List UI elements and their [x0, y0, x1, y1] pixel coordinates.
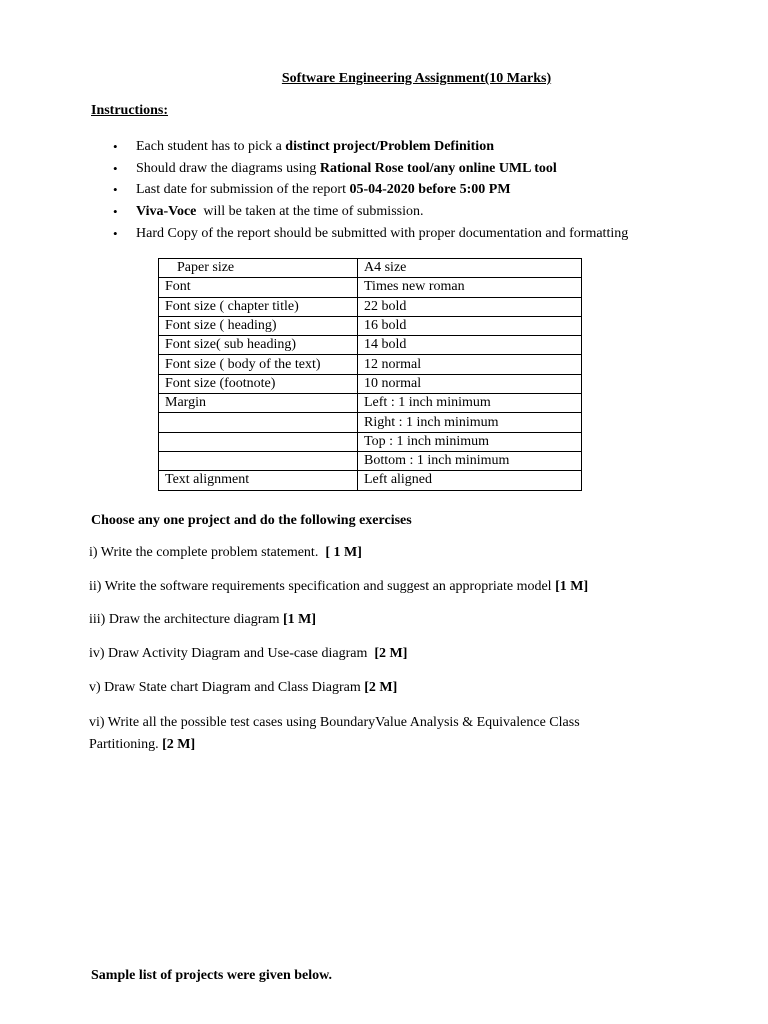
- table-cell-value: 14 bold: [358, 336, 582, 355]
- bullet-text: Last date for submission of the report: [136, 182, 350, 197]
- table-row: [159, 259, 582, 278]
- exercise-heading: Choose any one project and do the following exercises: [91, 513, 412, 528]
- table-cell-value: 12 normal: [358, 355, 582, 374]
- exercise-text: ii) Write the software requirements specification and suggest an appropriate model: [89, 579, 556, 594]
- table-row: [159, 355, 582, 374]
- exercise-marks: [2 M]: [162, 737, 196, 752]
- table-row: [159, 297, 582, 316]
- exercise-marks: [ 1 M]: [325, 545, 362, 560]
- table-cell-property: Font size (footnote): [159, 374, 358, 393]
- table-row: [159, 413, 582, 432]
- table-cell-property: Font size( sub heading): [159, 336, 358, 355]
- table-cell-property: [159, 451, 358, 470]
- exercise-item: [89, 712, 649, 756]
- table-row: [159, 374, 582, 393]
- exercise-text: iv) Draw Activity Diagram and Use-case diagram: [89, 646, 375, 661]
- table-row: [159, 394, 582, 413]
- bullet-icon: •: [113, 204, 118, 219]
- bullet-item: [0, 204, 768, 224]
- table-cell-property: Font size ( chapter title): [159, 297, 358, 316]
- table-row: [159, 451, 582, 470]
- table-row: [159, 278, 582, 297]
- table-cell-value: Left : 1 inch minimum: [358, 394, 582, 413]
- document-title: Software Engineering Assignment(10 Marks): [281, 71, 552, 86]
- exercise-text: vi) Write all the possible test cases using BoundaryValue Analysis & Equivalence Class Partitioning.: [89, 715, 580, 752]
- exercise-marks: [2 M]: [364, 680, 398, 695]
- table-row: [159, 316, 582, 335]
- exercise-text: i) Write the complete problem statement.: [89, 545, 326, 560]
- exercise-item: [89, 680, 397, 696]
- bullet-icon: •: [113, 161, 118, 176]
- bullet-text: Hard Copy of the report should be submitted with proper documentation and formatting: [136, 226, 629, 241]
- bullet-icon: •: [113, 226, 118, 241]
- bullet-item: [0, 182, 768, 202]
- table-cell-value: Left aligned: [358, 471, 582, 490]
- exercise-item: [89, 579, 588, 595]
- table-cell-property: Margin: [159, 394, 358, 413]
- table-cell-value: 10 normal: [358, 374, 582, 393]
- table-cell-property: [159, 432, 358, 451]
- table-cell-value: Times new roman: [358, 278, 582, 297]
- exercise-marks: [1 M]: [282, 612, 317, 627]
- bullet-item: [0, 226, 768, 246]
- table-cell-property: Font size ( heading): [159, 316, 358, 335]
- bullet-bold-text: Rational Rose tool/any online UML tool: [319, 161, 557, 176]
- bullet-icon: •: [113, 182, 118, 197]
- table-cell-value: Right : 1 inch minimum: [358, 413, 582, 432]
- exercise-text: iii) Draw the architecture diagram: [89, 612, 283, 627]
- bullet-bold-text: distinct project/Problem Definition: [285, 139, 494, 154]
- exercise-marks: [1 M]: [555, 579, 589, 594]
- bullet-text: Each student has to pick a: [136, 139, 286, 154]
- table-row: [159, 336, 582, 355]
- exercise-item: [89, 646, 407, 662]
- bullet-item: [0, 139, 768, 159]
- exercise-text: v) Draw State chart Diagram and Class Diagram: [89, 680, 365, 695]
- table-cell-value: 22 bold: [358, 297, 582, 316]
- table-cell-property: [159, 413, 358, 432]
- exercise-item: [89, 545, 362, 561]
- table-row: [159, 432, 582, 451]
- instructions-heading: Instructions:: [91, 103, 169, 118]
- table-cell-property: Text alignment: [159, 471, 358, 490]
- table-cell-value: Bottom : 1 inch minimum: [358, 451, 582, 470]
- table-cell-value: 16 bold: [358, 316, 582, 335]
- bullet-icon: •: [113, 139, 118, 154]
- formatting-table: [158, 258, 582, 491]
- bullet-text: Should draw the diagrams using: [136, 161, 320, 176]
- bullet-item: [0, 161, 768, 181]
- table-cell-value: Top : 1 inch minimum: [358, 432, 582, 451]
- table-cell-property: Font: [159, 278, 358, 297]
- table-row: [159, 471, 582, 490]
- exercise-item: [89, 612, 316, 628]
- sample-projects-heading: Sample list of projects were given below.: [91, 968, 332, 983]
- bullet-after-text: will be taken at the time of submission.: [196, 204, 424, 219]
- bullet-bold-text: Viva-Voce: [136, 204, 197, 219]
- exercise-marks: [2 M]: [374, 646, 408, 661]
- table-cell-property: Font size ( body of the text): [159, 355, 358, 374]
- table-cell-property: Paper size: [159, 259, 358, 278]
- table-cell-value: A4 size: [358, 259, 582, 278]
- bullet-bold-text: 05-04-2020 before 5:00 PM: [349, 182, 511, 197]
